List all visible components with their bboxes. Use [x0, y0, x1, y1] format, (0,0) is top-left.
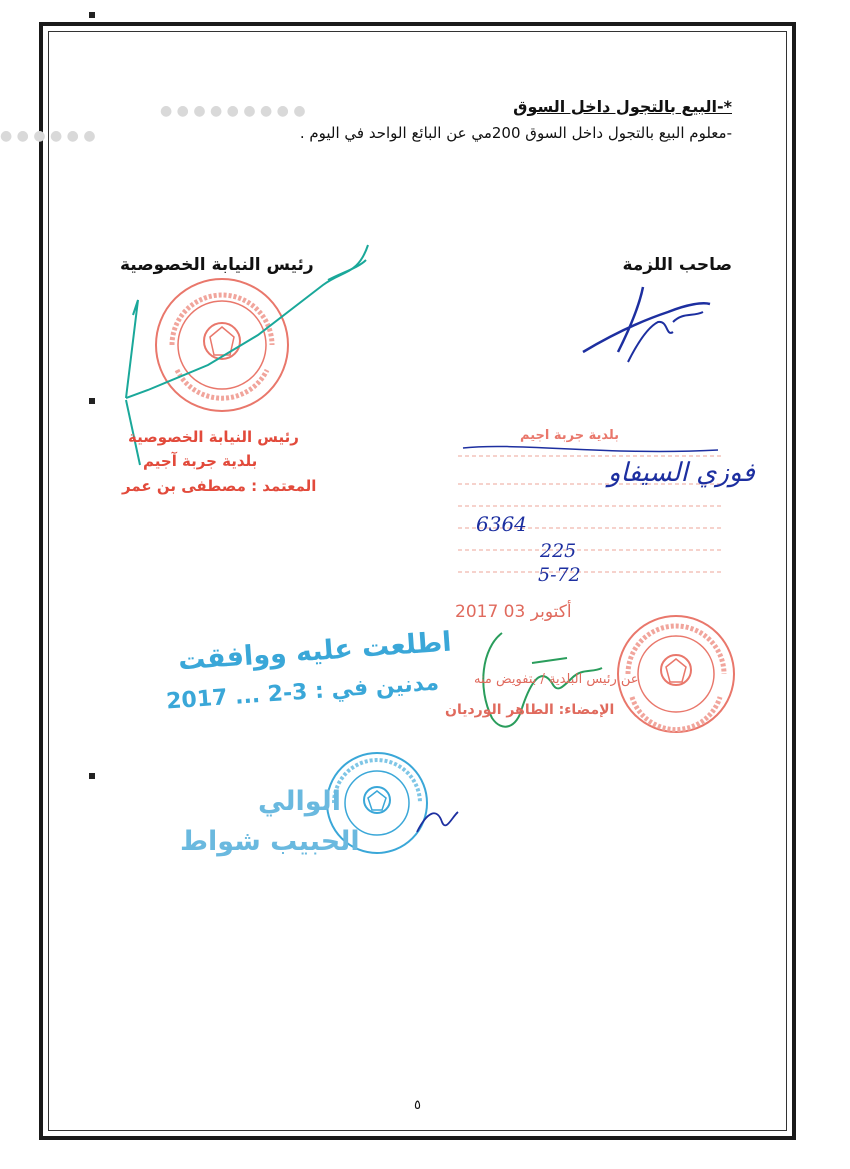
bleed-through-text: ● ● ● ● ● ● ● ● ●: [160, 103, 306, 119]
signature-title-right: صاحب اللزمة: [622, 255, 732, 275]
approval-date-line: مدنين في : 3-2 ... 2017: [165, 670, 440, 715]
signature-title-left: رئيس النيابة الخصوصية: [120, 255, 314, 275]
date-stamp: 2017 أكتوبر 03: [455, 602, 572, 622]
approval-line: اطلعت عليه ووافقت: [177, 626, 453, 677]
handwritten-name: فوزي السيفاو: [608, 458, 755, 488]
crop-mark: [89, 773, 95, 779]
crop-mark: [89, 12, 95, 18]
left-stamp-line2: بلدية جربة آجيم: [143, 452, 258, 470]
handwritten-value-2: 5-72: [538, 564, 581, 586]
crop-mark: [89, 398, 95, 404]
handwritten-reg-number: 6364: [476, 512, 527, 536]
left-stamp-line3: المعتمد : مصطفى بن عمر: [122, 477, 317, 495]
governor-title: الوالي: [258, 786, 342, 817]
fee-line: -معلوم البيع بالتجول داخل السوق 200مي عن البائع الواحد في اليوم .: [299, 124, 732, 142]
signature-right-handwritten: [578, 282, 718, 372]
governor-name: الحبيب شواط: [180, 826, 360, 857]
signatory-line: الإمضاء: الطاهر الورديان: [445, 702, 615, 718]
delegation-line: عن رئيس البلدية / بتفويض منه: [474, 672, 639, 687]
section-heading: *-البيع بالتجول داخل السوق: [513, 97, 732, 116]
bleed-through-text: ● ● ● ● ● ●: [0, 128, 96, 144]
governor-initials: [412, 802, 462, 842]
page-number: ٥: [414, 1098, 421, 1113]
right-stamp-municipality: بلدية جربة اجيم: [520, 428, 620, 443]
handwritten-value-1: 225: [540, 540, 577, 562]
left-stamp-line1: رئيس النيابة الخصوصية: [128, 428, 299, 446]
